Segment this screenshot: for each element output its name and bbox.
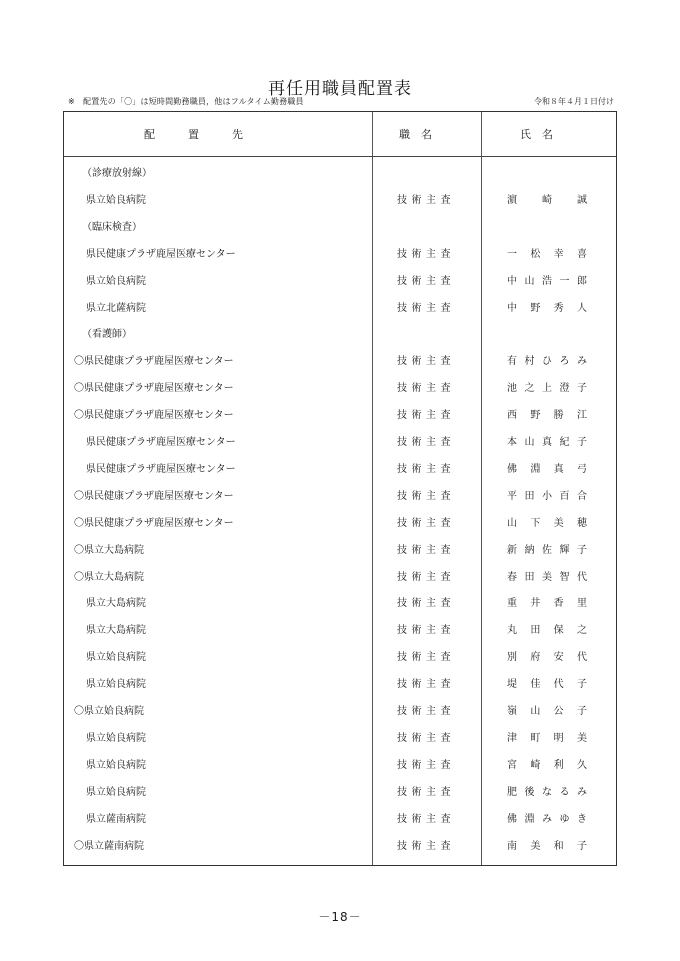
table-row (64, 191, 615, 209)
table-row (64, 729, 615, 747)
footnote-legend: ※ 配置先の「〇」は短時間勤務職員，他はフルタイム勤務職員 (68, 97, 304, 106)
table-row (64, 352, 615, 370)
placement-cell: 県立姶良病院 (86, 759, 146, 771)
placement-cell: 県立姶良病院 (86, 194, 146, 206)
table-row (64, 783, 615, 801)
name-cell: 肥 後 な る み (507, 786, 587, 798)
placement-cell: 県立姶良病院 (86, 732, 146, 744)
table-row (64, 648, 615, 666)
placement-cell: 県立姶良病院 (86, 786, 146, 798)
name-cell: 西 野 勝 江 (507, 410, 587, 422)
category-row (64, 164, 615, 182)
position-cell: 技術主査 (397, 383, 455, 395)
name-cell: 一 松 幸 喜 (507, 248, 587, 260)
placement-cell: 県立大島病院 (86, 598, 146, 610)
position-cell: 技術主査 (397, 786, 455, 798)
category-label: （臨床検査） (82, 221, 142, 233)
category-row (64, 218, 615, 236)
position-cell: 技術主査 (397, 598, 455, 610)
position-cell: 技術主査 (397, 248, 455, 260)
table-row (64, 514, 615, 532)
table-row (64, 379, 615, 397)
placement-cell: 〇県民健康プラザ鹿屋医療センター (74, 356, 234, 368)
placement-cell: 県民健康プラザ鹿屋医療センター (86, 463, 236, 475)
name-cell: 南 美 和 子 (507, 840, 587, 852)
assignment-table (63, 111, 617, 866)
header-name: 氏 名 (520, 128, 553, 141)
placement-cell: 〇県立薩南病院 (74, 840, 144, 852)
position-cell: 技術主査 (397, 813, 455, 825)
position-cell: 技術主査 (397, 437, 455, 448)
position-cell: 技術主査 (397, 490, 455, 502)
name-cell: 佛 淵 真 弓 (507, 463, 587, 475)
position-cell: 技術主査 (397, 517, 455, 529)
position-cell: 技術主査 (397, 840, 455, 852)
placement-cell: 県立姶良病院 (86, 679, 146, 691)
header-position: 職 名 (399, 128, 432, 141)
placement-cell: 県立薩南病院 (86, 813, 146, 825)
name-cell: 丸 田 保 之 (507, 625, 587, 637)
name-cell: 嶺 山 公 子 (507, 706, 587, 717)
placement-cell: 県立北薩病院 (86, 302, 146, 314)
position-cell: 技術主査 (397, 356, 455, 368)
name-cell: 中 野 秀 人 (507, 302, 587, 314)
name-cell: 有 村 ひ ろ み (507, 356, 587, 368)
table-row (64, 541, 615, 559)
category-label: （診療放射線） (82, 168, 152, 179)
table-row (64, 702, 615, 720)
name-cell: 別 府 安 代 (507, 652, 587, 664)
table-row (64, 837, 615, 855)
header-place: 配 置 先 (144, 128, 243, 141)
table-row (64, 621, 615, 639)
name-cell: 池 之 上 澄 子 (507, 383, 587, 395)
placement-cell: 〇県立大島病院 (74, 571, 144, 583)
table-row (64, 406, 615, 424)
page-number: －18－ (318, 910, 362, 924)
name-cell: 山 下 美 穂 (507, 517, 587, 529)
placement-cell: 県民健康プラザ鹿屋医療センター (86, 437, 236, 448)
position-cell: 技術主査 (397, 571, 455, 583)
placement-cell: 県立姶良病院 (86, 652, 146, 664)
position-cell: 技術主査 (397, 463, 455, 475)
table-row (64, 675, 615, 693)
position-cell: 技術主査 (397, 302, 455, 314)
name-cell: 重 井 香 里 (507, 598, 587, 610)
category-row (64, 325, 615, 343)
effective-date: 令和８年４月１日付け (534, 97, 614, 106)
table-row (64, 272, 615, 290)
name-cell: 本 山 真 紀 子 (507, 437, 587, 448)
placement-cell: 〇県民健康プラザ鹿屋医療センター (74, 517, 234, 529)
position-cell: 技術主査 (397, 652, 455, 664)
placement-cell: 〇県民健康プラザ鹿屋医療センター (74, 383, 234, 395)
document-title: 再任用職員配置表 (268, 79, 412, 99)
name-cell: 新 納 佐 輝 子 (507, 544, 587, 556)
table-row (64, 433, 615, 451)
name-cell: 津 町 明 美 (507, 732, 587, 744)
position-cell: 技術主査 (397, 679, 455, 691)
table-row (64, 299, 615, 317)
name-cell: 春 田 美 智 代 (507, 571, 587, 583)
name-cell: 堤 佳 代 子 (507, 679, 587, 691)
table-row (64, 568, 615, 586)
placement-cell: 〇県立姶良病院 (74, 706, 144, 717)
name-cell: 平 田 小 百 合 (507, 490, 587, 502)
position-cell: 技術主査 (397, 194, 455, 206)
position-cell: 技術主査 (397, 706, 455, 717)
header-divider (64, 156, 616, 157)
name-cell: 中 山 浩 一 郎 (507, 275, 587, 287)
name-cell: 宮 崎 利 久 (507, 759, 587, 771)
name-cell: 濵 崎 誠 (507, 194, 587, 206)
table-row (64, 810, 615, 828)
placement-cell: 県民健康プラザ鹿屋医療センター (86, 248, 236, 260)
name-cell: 佛 淵 み ゆ き (507, 813, 587, 825)
placement-cell: 県立大島病院 (86, 625, 146, 637)
table-row (64, 245, 615, 263)
placement-cell: 県立姶良病院 (86, 275, 146, 287)
position-cell: 技術主査 (397, 275, 455, 287)
table-row (64, 487, 615, 505)
table-row (64, 594, 615, 612)
category-label: （看護師） (82, 329, 132, 341)
position-cell: 技術主査 (397, 625, 455, 637)
table-row (64, 460, 615, 478)
placement-cell: 〇県立大島病院 (74, 544, 144, 556)
placement-cell: 〇県民健康プラザ鹿屋医療センター (74, 410, 234, 422)
table-row (64, 756, 615, 774)
position-cell: 技術主査 (397, 732, 455, 744)
placement-cell: 〇県民健康プラザ鹿屋医療センター (74, 490, 234, 502)
position-cell: 技術主査 (397, 410, 455, 422)
position-cell: 技術主査 (397, 544, 455, 556)
position-cell: 技術主査 (397, 759, 455, 771)
